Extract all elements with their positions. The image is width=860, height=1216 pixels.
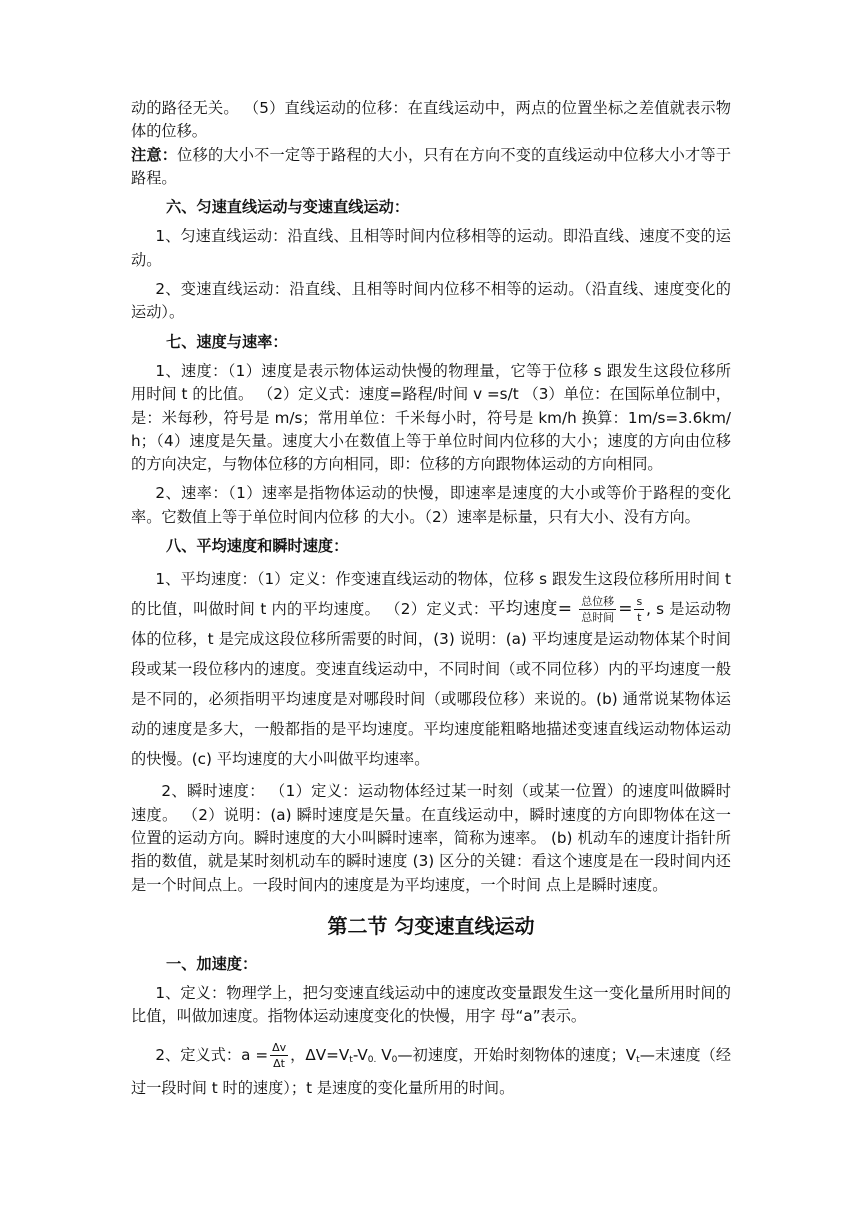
paragraph-average-velocity: 1、平均速度：（1）定义：作变速直线运动的物体，位移 s 跟发生这段位移所用时间 t 的比值，叫做时间 t 内的平均速度。 （2）定义式：平均速度= $\frac{\text{总位移}}{\text{总时间}}$ = $\frac{s}{t}$ , s 是运动物体的位移，t 是完成这段位移所需要的时间，(3) 说明：(a) 平均速度是运动物体某个时间段或某一段位移内的速度。变速直线运动中，不同时间（或不同位移）内的平均速度一般是不同的，必须指明平均速度是对哪段时间（或哪段位移）来说的。(b) 通常说某物体运动的速度是多大，一般都指的是平均速度。平均速度能粗略地描述变速直线运动物体运动的快慢。(c) 平均速度的大小叫做平均速率。 (131, 570, 731, 769)
paragraph-acceleration-definition: 1、定义：物理学上，把匀变速直线运动中的速度改变量跟发生这一变化量所用时间的比值，叫做加速度。指物体运动速度变化的快慢，用字 母“a”表示。 (131, 984, 731, 1026)
section-title: 第二节 匀变速直线运动 (327, 913, 535, 938)
avg-velocity-explanation: , s 是运动物体的位移，t 是完成这段位移所需要的时间，(3) 说明：(a) 平均速度是运动物体某个时间段或某一段位移内的速度。变速直线运动中，不同时间（或不同位移）内的平均速度一般是不同的，必须指明平均速度是对哪段时间（或哪段位移）来说的。(b) 通常说某物体运动的速度是多大，一般都指的是平均速度。平均速度能粗略地描述变速直线运动物体运动的快慢。(c) 平均速度的大小叫做平均速率。 (131, 600, 731, 769)
note-text: 位移的大小不一定等于路程的大小，只有在方向不变的直线运动中位移大小才等于路程。 (131, 145, 732, 187)
note-label: 注意： (131, 145, 178, 164)
formula-part-d: V (376, 1045, 392, 1064)
subscript-t: t (636, 1054, 640, 1065)
fraction-total-displacement-over-time (579, 596, 616, 623)
formula-part-e: —初速度，开始时刻物体的速度；V (397, 1045, 637, 1064)
paragraph-velocity: 1、速度：（1）速度是表示物体运动快慢的物理量，它等于位移 s 跟发生这段位移所用时间 t 的比值。 （2）定义式：速度=路程/时间 v =s/t （3）单位：在国际单位制中，是：米每秒，符号是 m/s；常用单位：千米每小时，符号是 km/h 换算：1m/s=3.6km/h；（4）速度是矢量。速度大小在数值上等于单位时间内位移的大小；速度的方向由位移的方向决定，与物体位移的方向相同，即：位移的方向跟物体运动的方向相同。 (131, 361, 731, 474)
subscript-0: 0. (367, 1054, 377, 1065)
fraction-denominator: t (637, 611, 642, 625)
paragraph-acceleration-formula (131, 1041, 731, 1102)
avg-velocity-lhs: 平均速度 (488, 599, 558, 620)
fraction-s-over-t (634, 596, 644, 623)
formula-part-c: -V (352, 1045, 368, 1064)
paragraph-instantaneous-velocity: 2、瞬时速度： （1）定义：运动物体经过某一时刻（或某一位置）的速度叫做瞬时速度。 （2）说明：(a) 瞬时速度是矢量。在直线运动中，瞬时速度的方向即物体在这一位置的运动方向。瞬时速度的大小叫瞬时速率，简称为速率。 (b) 机动车的速度计指针所指的数值，就是某时刻机动车的瞬时速度 (3) 区分的关键：看这个速度是在一段时间内还是一个时间点上。一段时间内的速度是为平均速度，一个时间 点上是瞬时速度。 (131, 782, 731, 894)
fraction-denominator: 总时间 (581, 611, 615, 625)
heading-sec7: 七、速度与速率： (166, 332, 288, 351)
paragraph-uniform-motion: 1、匀速直线运动：沿直线、且相等时间内位移相等的运动。即沿直线、速度不变的运动。 (131, 227, 731, 269)
avg-velocity-eq: = (557, 599, 573, 620)
heading-sec6: 六、匀速直线运动与变速直线运动： (166, 198, 409, 217)
paragraph-note (131, 144, 731, 191)
heading-sec8: 八、平均速度和瞬时速度： (166, 537, 349, 556)
paragraph-variable-motion: 2、变速直线运动：沿直线、且相等时间内位移不相等的运动。（沿直线、速度变化的运动）。 (131, 280, 731, 322)
fraction-numerator: Δv (272, 1040, 287, 1054)
fraction-dv-over-dt (270, 1042, 288, 1069)
heading-acceleration: 一、加速度： (166, 954, 258, 973)
fraction-denominator: Δt (273, 1056, 285, 1070)
formula-part-b: ，ΔV=V (290, 1045, 350, 1064)
fraction-numerator: s (636, 595, 643, 609)
document-page (131, 97, 731, 1102)
paragraph-displacement: 动的路径无关。 （5）直线运动的位移：在直线运动中，两点的位置坐标之差值就表示物体的位移。 (131, 99, 731, 141)
formula-intro: 2、定义式：a = (155, 1045, 269, 1064)
fraction-numerator: 总位移 (581, 595, 615, 609)
avg-velocity-intro: 1、平均速度：（1）定义：作变速直线运动的物体，位移 s 跟发生这段位移所用时间 t 的比值，叫做时间 t 内的平均速度。 （2）定义式： (131, 570, 731, 619)
formula-part-f: —末速度（经过一段时间 t 时的速度）；t 是速度的变化量所用的时间。 (131, 1045, 732, 1097)
subscript-t: t (349, 1054, 353, 1065)
subscript-0: 0 (391, 1054, 398, 1065)
paragraph-speed: 2、速率：（1）速率是指物体运动的快慢，即速率是速度的大小或等价于路程的变化率。它数值上等于单位时间内位移 的大小。（2）速率是标量，只有大小、没有方向。 (131, 484, 731, 526)
